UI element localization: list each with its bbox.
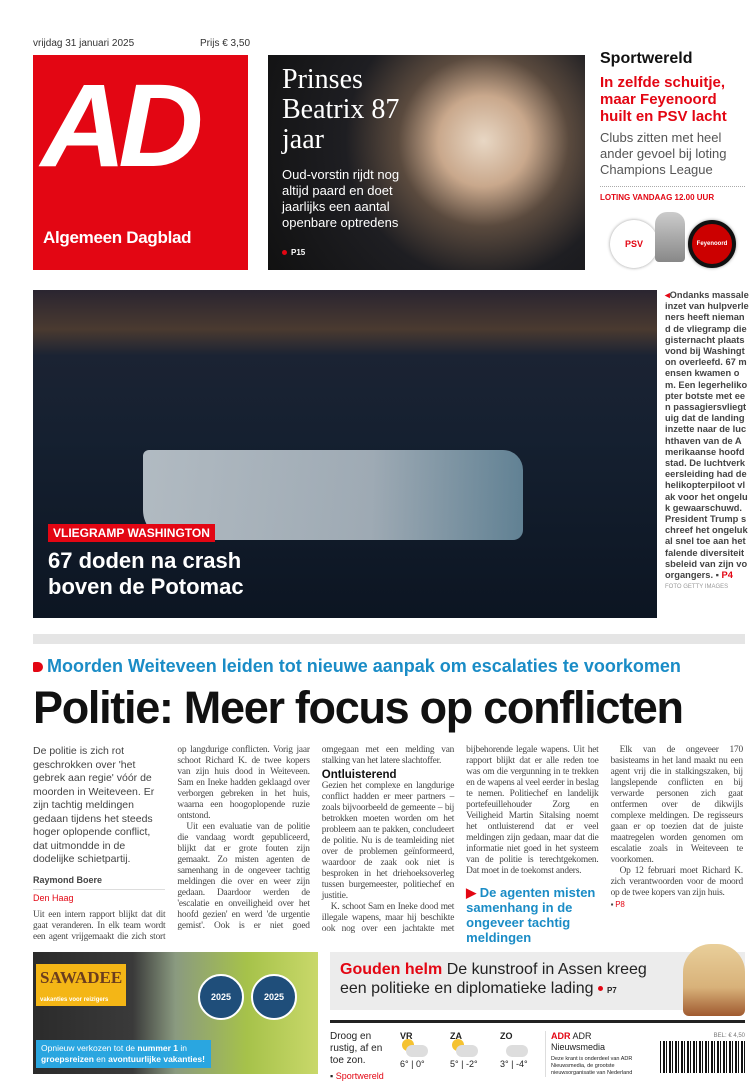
summary-text: Droog en rustig, af en toe zon. [330,1031,383,1066]
sawadee-advertisement[interactable] [33,952,318,1074]
subheading: Ontluisterend [321,769,397,781]
publisher-note: Deze krant is onderdeel van ADR Nieuwsmedia, de grootste nieuwsorganisatie van Nederland [551,1056,633,1076]
loting-time: LOTING VANDAAG 12.00 UUR [600,186,745,202]
day-label: VR [400,1031,413,1041]
paragraph: Op 12 februari moet Richard K. zich verantwoorden voor de moord op de twee kopers van zijn huis. [610,866,743,898]
beatrix-page-ref [282,248,305,257]
ad-logo [33,55,248,270]
day-label: ZA [450,1031,462,1041]
crash-photo[interactable] [33,290,657,618]
crash-body: Ondanks massale inzet van hulpverleners heeft niemand de vliegramp die gisternacht plaatsvond bij Washington overleefd. 67 mensen kwamen om. Een legerhelikopter botste met een passagiersvliegtuig dat de landing inzette naar de luchthaven van de Amerikaanse hoofdstad. De luchtverkeersleiding had de helikopterpiloot vlak voor het ongeluk gewaarschuwd. President Trump schreef het ongeluk al snel toe aan het falende diversiteitsbeleid van zijn voorgangers. [665,290,749,581]
feyenoord-logo: Feyenoord [688,220,736,268]
award-badge: 2025 [198,974,244,1020]
crash-text [665,290,749,591]
lead-article [33,745,743,945]
helm-page-ref: P7 [606,986,617,995]
arrow-icon: ▪ [610,900,616,909]
issue-date: vrijdag 31 januari 2025 [33,38,135,49]
arrow-marker-icon: ▶ [466,885,480,900]
paragraph: Uit een evaluatie van de politie die vandaag wordt gepubliceerd, blijkt dat er grote fouten zijn gemaakt. Zo misten agenten de samenhang in de ongeveer tachtig meldingen die over en weer zijn gedaan. Daardoor werden de 'escalatie en onveiligheid over het hoofd gezien' en werd 'de urgentie gemist'. Ook is er niet goed omgegaan met een melding van stalking van het latere slachtoffer. [177,745,455,931]
lead-headline[interactable]: Politie: Meer focus op conflicten [33,682,683,733]
beatrix-teaser[interactable] [268,55,585,270]
golden-helmet-image [683,944,745,1016]
author: Raymond Boere [33,875,165,890]
divider [33,634,745,644]
quote-text: De agenten misten samenhang in de ongeveer tachtig meldingen [466,885,596,945]
crash-headline: 67 doden na crash boven de Potomac [48,548,244,599]
bel-price: BEL: € 4,50 [713,1033,745,1039]
beatrix-title: Prinses Beatrix 87 jaar [282,64,400,155]
arrow-icon: ▪ [715,570,719,581]
champions-league-trophy-icon [655,212,685,262]
link-text: Sportwereld [335,1071,384,1081]
helm-text [340,960,670,1000]
helm-label: Gouden helm [340,961,443,978]
newspaper-name: Algemeen Dagblad [43,228,192,247]
sport-teaser[interactable] [600,50,745,275]
sawadee-logo [36,964,126,1006]
photo-credit: FOTO GETTY IMAGES [665,584,729,591]
weather-summary [330,1031,390,1082]
arrow-left-icon: ◂ [665,290,670,300]
ad-text [36,1040,211,1068]
bullet-icon [598,986,603,991]
lead-intro: De politie is zich rot geschrokken over 'het gebrek aan regie' vóór de moorden in Weiteveen. Er zijn tachtig meldingen gedaan tijdens het steeds hoger oplopende conflict, dat uitmondde in de dodelijke schietpartij. [33,745,155,865]
temperature: 3° | -4° [500,1059,528,1069]
adr-logo-icon: ADR [551,1031,571,1041]
dateline: Den Haag [33,892,74,903]
sport-headline: In zelfde schuitje, maar Feyenoord huilt en PSV lacht [600,74,727,125]
tagline: vakanties voor reizigers [40,997,109,1003]
bullet-icon [282,250,287,255]
lead-kicker [33,656,681,677]
arrow-marker-icon [33,662,43,672]
partly-sunny-icon [406,1045,428,1057]
cloud-icon [506,1045,528,1057]
sportwereld-link[interactable]: ▪ Sportwereld [330,1071,384,1081]
helm-body: De kunstroof in Assen kreeg een politieke en diplomatieke lading [340,961,647,997]
psv-logo: PSV [610,220,658,268]
ad-text-part: groepsreizen [41,1054,94,1064]
award-badge: 2025 [251,974,297,1020]
article-header [33,745,165,904]
issue-price: Prijs € 3,50 [200,38,251,49]
logo-letters: AD [41,60,196,192]
beatrix-subtitle: Oud-vorstin rijdt nog altijd paard en doet jaarlijks een aantal openbare optredens [282,167,400,230]
lead-page-ref[interactable] [611,899,743,910]
day-label: ZO [500,1031,513,1041]
crash-tag: VLIEGRAMP WASHINGTON [48,524,215,542]
page-number: P8 [615,900,625,909]
kicker-text: Moorden Weiteveen leiden tot nieuwe aanpak om escalaties te voorkomen [47,656,681,676]
publisher-info [545,1031,645,1077]
brand: SAWADEE [40,968,123,987]
paragraph: Uit een intern rapport blijkt dat dit gaat veranderen. In elk team wordt een agent vrijgemaakt die zich stort op langdurige conflicten. Vorig jaar schoot Richard K. de twee kopers van zijn huis dood in Weiteveen. Sam en Ineke hadden geklaagd over verborgen gebreken in het huis, waarna een hoogoplopende ruzie ontstond. [33,745,310,942]
paragraph: Elk van de ongeveer 170 basisteams in het land maakt nu een agent vrij die in stalkingszaken, bij langslepende conflicten en bij verwarde personen zich gaat ontfermen over de dikwijls complexe meldingen. De regisseurs gaan er op toezien dat de juiste maatregelen worden genomen om escalatie zoals in Weiteveen te voorkomen. [610,745,743,865]
gouden-helm-teaser[interactable] [330,952,745,1010]
partly-sunny-icon [456,1045,478,1057]
ad-text-part: in [178,1043,187,1053]
paragraph: K. schoot Sam en Ineke dood met illegale wapens, maar hij beschikte ook nog over een jachtakte met bijbehorende legale wapens. Uit het rapport blijkt dat er alle reden toe was om die vergunning in te trekken en de wapens al veel eerder in beslag te nemen. Politiechef en landelijk portefeuillehouder Zorg en Veiligheid Martin Sitalsing noemt het ontluisterend dat er veel meldingen zijn gedaan, maar dat die informatie niet goed in het systeem van de politie is terechtgekomen. Dat moet in de toekomst anders. [321,745,599,934]
forecast-za [450,1031,478,1070]
publisher-name: ADR Nieuwsmedia [551,1031,606,1052]
ad-text-part: nummer 1 [137,1043,179,1053]
sport-section-title: Sportwereld [600,50,693,67]
paragraph: Gezien het complexe en langdurige conflict hadden er meer partners – zoals bijvoorbeeld de gemeente – bij betrokken moeten worden om het probleem aan te pakken, concludeert de politie. Nu is de teamleiding niet over de problemen geïnformeerd, waardoor de zaak ook niet is besproken in het driehoeksoverleg tussen burgemeester, politiechef en justitie. [321,781,455,901]
temperature: 6° | 0° [400,1059,425,1069]
weather-strip [330,1020,745,1081]
pull-quote [466,885,598,945]
crash-page-ref: P4 [721,570,733,581]
sport-subtitle: Clubs zitten met heel ander gevoel bij loting Champions League [600,130,727,177]
club-logos [600,212,745,272]
page-number: P15 [291,248,306,257]
ad-text-part: Opnieuw verkozen tot de [41,1043,138,1053]
ad-text-part: avontuurlijke vakanties! [108,1054,205,1064]
barcode-icon [660,1041,745,1073]
forecast-zo [500,1031,528,1070]
temperature: 5° | -2° [450,1059,478,1069]
ad-text-part: en [93,1054,109,1064]
forecast-vr [400,1031,428,1070]
